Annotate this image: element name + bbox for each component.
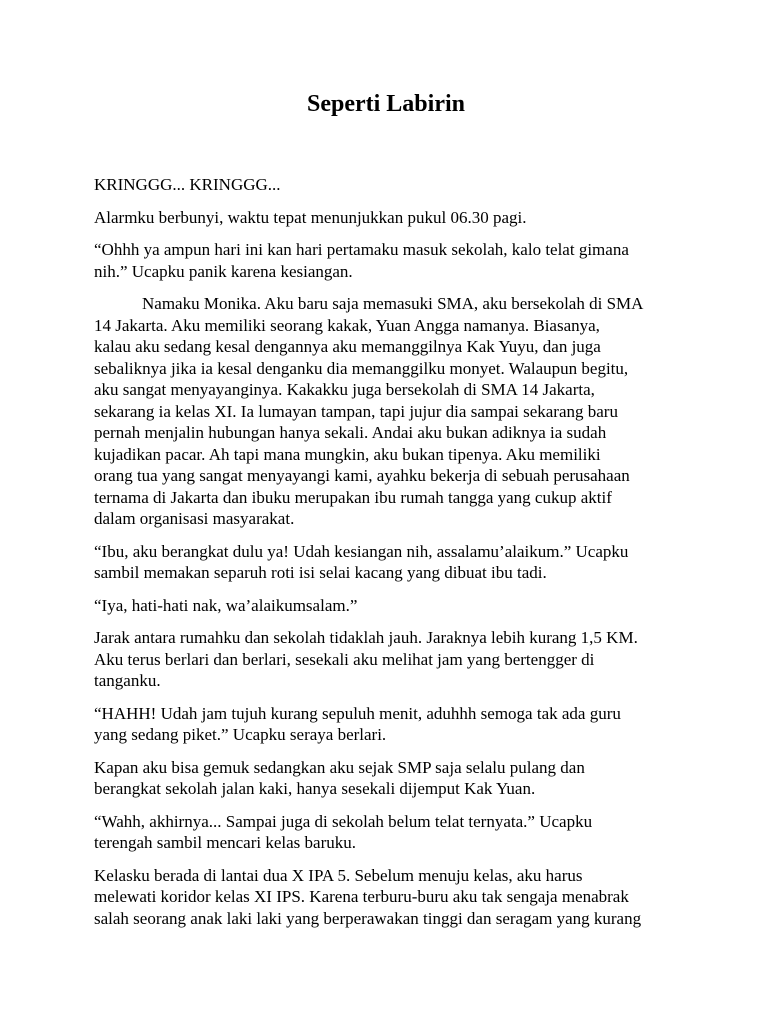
- text-line: “Wahh, akhirnya... Sampai juga di sekolah belum telat ternyata.” Ucapku: [94, 811, 593, 831]
- text-line: tanganku.: [94, 671, 161, 690]
- text-line: terengah sambil mencari kelas baruku.: [94, 833, 356, 852]
- paragraph: [94, 293, 678, 530]
- paragraph: [94, 811, 678, 854]
- paragraph: [94, 207, 678, 229]
- text-line: “HAHH! Udah jam tujuh kurang sepuluh menit, aduhhh semoga tak ada guru: [94, 703, 621, 723]
- text-line: Kapan aku bisa gemuk sedangkan aku sejak SMP saja selalu pulang dan: [94, 757, 585, 777]
- paragraph: [94, 595, 678, 617]
- document-body: [94, 174, 678, 940]
- paragraph: [94, 239, 678, 282]
- paragraph: [94, 865, 678, 930]
- text-line: Namaku Monika. Aku baru saja memasuki SMA, aku bersekolah di SMA: [142, 294, 644, 313]
- text-line: Jarak antara rumahku dan sekolah tidaklah jauh. Jaraknya lebih kurang 1,5 KM.: [94, 628, 638, 647]
- text-line: Kelasku berada di lantai dua X IPA 5. Sebelum menuju kelas, aku harus: [94, 865, 583, 885]
- text-line: Aku terus berlari dan berlari, sesekali aku melihat jam yang bertengger di: [94, 649, 595, 669]
- text-line: kujadikan pacar. Ah tapi mana mungkin, aku bukan tipenya. Aku memiliki: [94, 444, 601, 464]
- text-line: dalam organisasi masyarakat.: [94, 509, 295, 528]
- text-line: yang sedang piket.” Ucapku seraya berlari.: [94, 725, 387, 744]
- text-line: melewati koridor kelas XI IPS. Karena terburu-buru aku tak sengaja menabrak: [94, 887, 629, 906]
- paragraph: [94, 757, 678, 800]
- text-line: sambil memakan separuh roti isi selai kacang yang dibuat ibu tadi.: [94, 563, 547, 582]
- paragraph: [94, 174, 678, 196]
- text-line: Alarmku berbunyi, waktu tepat menunjukkan pukul 06.30 pagi.: [94, 207, 527, 227]
- text-line: sebaliknya jika ia kesal denganku dia memanggilku monyet. Walaupun begitu,: [94, 358, 629, 378]
- text-line: 14 Jakarta. Aku memiliki seorang kakak, Yuan Angga namanya. Biasanya,: [94, 315, 600, 335]
- text-line: berangkat sekolah jalan kaki, hanya sesekali dijemput Kak Yuan.: [94, 779, 536, 798]
- text-line: nih.” Ucapku panik karena kesiangan.: [94, 261, 353, 281]
- text-line: KRINGGG... KRINGGG...: [94, 175, 281, 194]
- text-line: ternama di Jakarta dan ibuku merupakan ibu rumah tangga yang cukup aktif: [94, 487, 612, 507]
- text-line: “Ohhh ya ampun hari ini kan hari pertamaku masuk sekolah, kalo telat gimana: [94, 240, 629, 259]
- paragraph: [94, 627, 678, 692]
- paragraph: [94, 541, 678, 584]
- text-line: salah seorang anak laki laki yang berperawakan tinggi dan seragam yang kurang: [94, 908, 642, 928]
- text-line: pernah menjalin hubungan hanya sekali. Andai aku bukan adiknya ia sudah: [94, 423, 607, 442]
- text-line: “Ibu, aku berangkat dulu ya! Udah kesiangan nih, assalamu’alaikum.” Ucapku: [94, 541, 629, 561]
- text-line: sekarang ia kelas XI. Ia lumayan tampan, tapi jujur dia sampai sekarang baru: [94, 401, 618, 421]
- text-line: aku sangat menyayanginya. Kakakku juga bersekolah di SMA 14 Jakarta,: [94, 380, 595, 399]
- text-line: “Iya, hati-hati nak, wa’alaikumsalam.”: [94, 595, 358, 615]
- text-line: kalau aku sedang kesal dengannya aku memanggilnya Kak Yuyu, dan juga: [94, 337, 601, 356]
- paragraph: [94, 703, 678, 746]
- document-title: Seperti Labirin: [306, 91, 465, 117]
- text-line: orang tua yang sangat menyayangi kami, ayahku bekerja di sebuah perusahaan: [94, 466, 630, 485]
